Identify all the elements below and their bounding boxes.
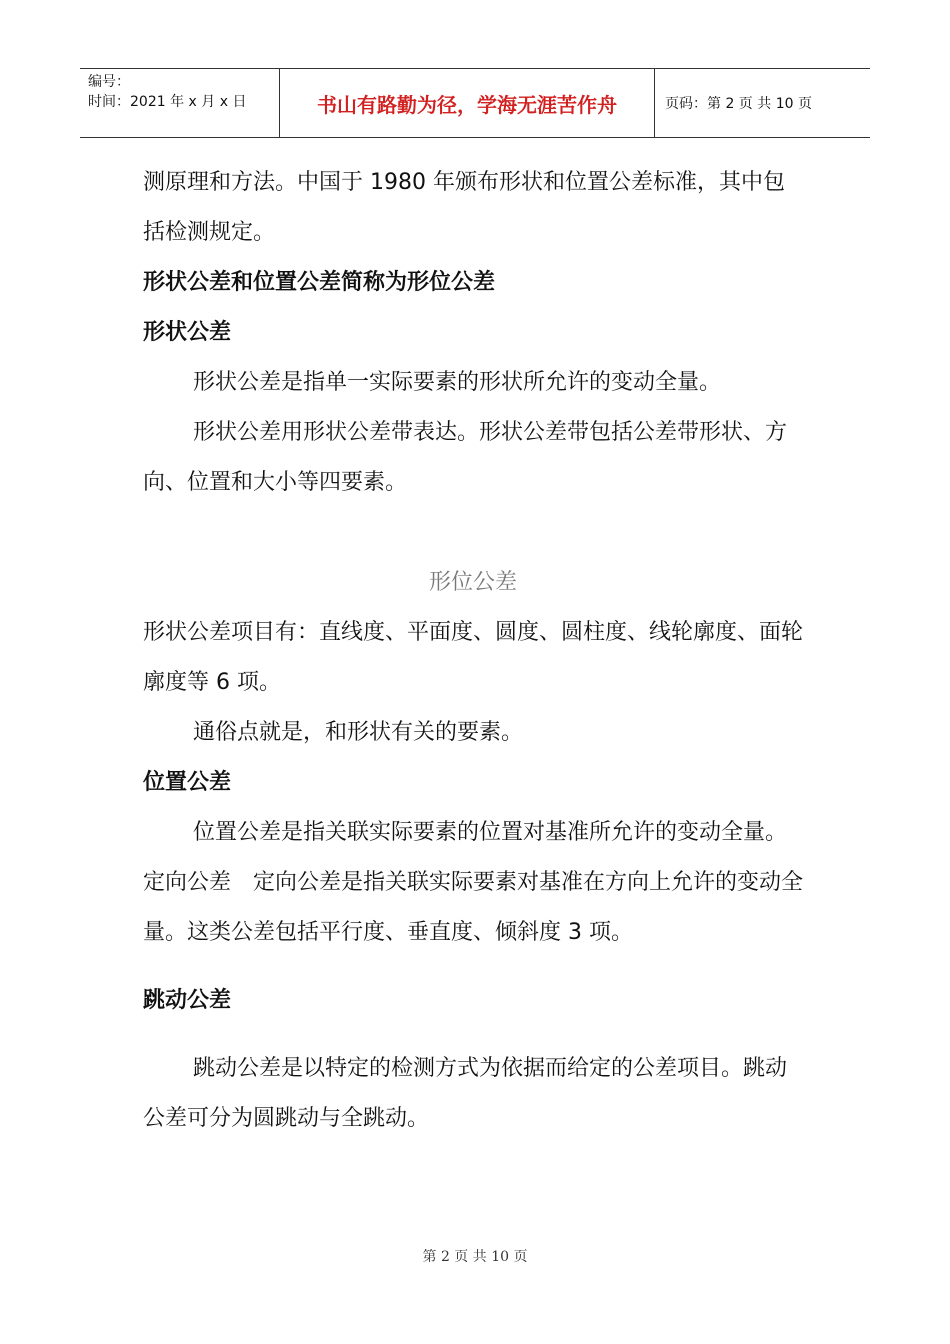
spacer xyxy=(143,1026,803,1044)
paragraph: 跳动公差是以特定的检测方式为依据而给定的公差项目。跳动公差可分为圆跳动与全跳动。 xyxy=(143,1056,788,1131)
document-body xyxy=(143,158,803,1144)
figure-caption: 形位公差 xyxy=(428,570,517,595)
time-label: 时间：2021 年 x 月 x 日 xyxy=(88,94,247,110)
header-motto: 书山有路勤为径，学海无涯苦作舟 xyxy=(280,69,655,137)
paragraph: 形状公差是指单一实际要素的形状所允许的变动全量。 xyxy=(193,370,722,395)
section-heading: 形状公差 xyxy=(143,320,232,345)
paragraph: 形状公差项目有：直线度、平面度、圆度、圆柱度、线轮廓度、面轮廓度等 6 项。 xyxy=(143,620,804,695)
page-footer: 第 2 页 共 10 页 xyxy=(422,1249,528,1265)
header-page-info: 页码：第 2 页 共 10 页 xyxy=(665,96,812,112)
section-heading: 跳动公差 xyxy=(143,988,232,1013)
section-heading: 位置公差 xyxy=(143,770,232,795)
serial-label: 编号： xyxy=(88,74,130,90)
paragraph: 测原理和方法。中国于 1980 年颁布形状和位置公差标准，其中包括检测规定。 xyxy=(143,170,785,245)
paragraph: 通俗点就是，和形状有关的要素。 xyxy=(193,720,524,745)
header-meta xyxy=(80,69,280,137)
spacer xyxy=(143,508,803,558)
spacer xyxy=(143,958,803,976)
paragraph: 位置公差是指关联实际要素的位置对基准所允许的变动全量。 定向公差 定向公差是指关联实际要素对基准在方向上允许的变动全量。这类公差包括平行度、垂直度、倾斜度 3 项。 xyxy=(143,820,804,945)
section-heading: 形状公差和位置公差简称为形位公差 xyxy=(143,270,496,295)
page-header xyxy=(80,68,870,138)
paragraph: 形状公差用形状公差带表达。形状公差带包括公差带形状、方向、位置和大小等四要素。 xyxy=(143,420,788,495)
